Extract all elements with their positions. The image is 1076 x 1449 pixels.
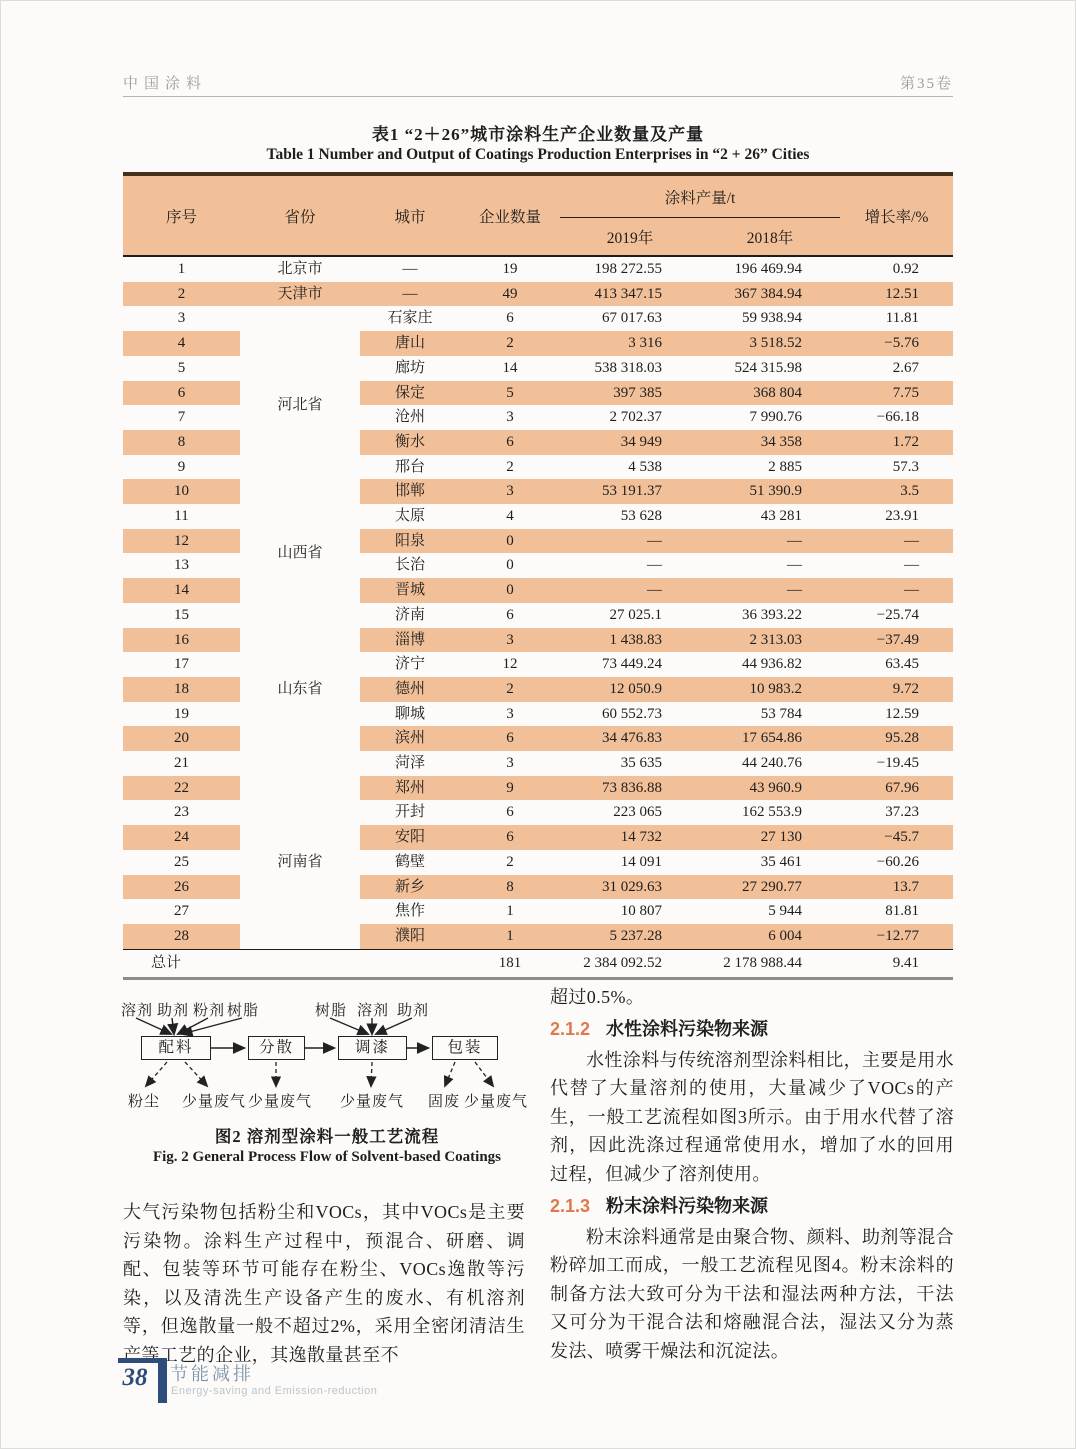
section-number: 2.1.2	[550, 1018, 591, 1039]
cell-enterprises: 14	[502, 359, 518, 376]
cell-output-2018: 35 461	[760, 853, 802, 870]
cell-output-2018: 51 390.9	[749, 483, 802, 500]
cell-index: 14	[174, 582, 189, 599]
cell-output-2019: 73 836.88	[602, 779, 662, 796]
figure2-caption-zh: 图2 溶剂型涂料一般工艺流程	[214, 1127, 440, 1146]
cell-city: —	[402, 285, 418, 302]
cell-growth: 57.3	[892, 458, 919, 475]
table-row	[123, 504, 953, 529]
cell-growth: 37.23	[885, 804, 919, 821]
output-label: 少量废气	[464, 1094, 529, 1110]
process-box-peiliao: 配料	[141, 1036, 211, 1060]
section-number: 2.1.3	[550, 1195, 591, 1216]
output-label: 少量废气	[248, 1094, 313, 1110]
cell-output-2018: 59 938.94	[742, 310, 802, 327]
running-head	[123, 70, 953, 97]
cell-output-2018: 53 784	[760, 705, 802, 722]
cell-city: 安阳	[394, 829, 425, 846]
cell-output-2018: 524 315.98	[734, 359, 802, 376]
cell-output-2019: 397 385	[613, 384, 662, 401]
output-label: 少量废气	[340, 1094, 405, 1110]
cell-city: 保定	[394, 384, 425, 401]
cell-enterprises: 9	[506, 779, 514, 796]
input-label: 溶剂	[121, 1003, 154, 1019]
cell-index: 21	[174, 755, 189, 772]
cell-city: 新乡	[394, 878, 425, 895]
cell-index: 3	[177, 310, 186, 327]
cell-enterprises: 2	[506, 458, 514, 475]
cell-enterprises: 3	[506, 755, 514, 772]
table-row	[123, 256, 953, 282]
cell-enterprises: 0	[506, 557, 514, 574]
cell-index: 19	[174, 705, 189, 722]
cell-growth: −45.7	[884, 829, 919, 846]
cell-growth: −66.18	[876, 409, 919, 426]
cell-output-2018: 44 936.82	[742, 656, 802, 673]
cell-output-2019: 34 949	[620, 433, 662, 450]
cell-output-2019: 413 347.15	[594, 285, 662, 302]
cell-index: 27	[174, 903, 189, 920]
left-column-paragraph: 大气污染物包括粉尘和VOCs，其中VOCs是主要污染物。涂料生产过程中，预混合、研磨、调配、包装等环节可能存在粉尘、VOCs逸散等污染，以及清洗生产设备产生的废水、有机溶剂等，但逸散量一般不超过2%，采用全密闭清洁生产等工艺的企业，其逸散量甚至不	[123, 1202, 525, 1365]
cell-city: 鹤壁	[394, 853, 425, 870]
cell-enterprises: 1	[506, 903, 514, 920]
col-header-province: 省份	[240, 174, 360, 256]
cell-output-2018: 5 944	[768, 903, 802, 920]
cell-city: 聊城	[394, 705, 425, 722]
cell-city: —	[402, 261, 418, 277]
cell-output-2019: 53 628	[620, 508, 662, 525]
cell-growth: —	[904, 582, 919, 599]
cell-city: 淄博	[394, 631, 425, 648]
cell-city: 济宁	[394, 656, 425, 673]
section-title: 水性涂料污染物来源	[606, 1018, 769, 1039]
cell-enterprises: 8	[506, 878, 514, 895]
cell-growth: −12.77	[876, 927, 919, 944]
coatings-table	[123, 172, 953, 980]
page-number: 38	[122, 1364, 148, 1391]
cell-output-2018: —	[787, 557, 802, 574]
input-label: 助剂	[397, 1003, 430, 1019]
cell-index: 16	[174, 631, 189, 648]
input-label: 树脂	[315, 1003, 348, 1019]
cell-growth: 63.45	[885, 656, 919, 673]
cell-enterprises: 3	[506, 631, 514, 648]
cell-growth: 9.72	[892, 680, 919, 697]
cell-growth: −25.74	[876, 606, 919, 623]
cell-growth: −60.26	[876, 853, 919, 870]
col-header-index: 序号	[123, 174, 240, 256]
input-label: 粉剂	[193, 1003, 226, 1019]
cell-enterprises: 6	[506, 730, 514, 747]
cell-index: 9	[177, 458, 186, 475]
cell-output-2019: 1 438.83	[609, 631, 662, 648]
cell-city: 焦作	[394, 903, 425, 920]
cell-city: 濮阳	[394, 927, 425, 944]
cell-index: 10	[174, 483, 189, 500]
cell-province: 山西省	[240, 504, 360, 603]
cell-city: 邯郸	[394, 483, 425, 500]
cell-growth: 23.91	[885, 508, 919, 525]
col-header-growth: 增长率/%	[840, 174, 953, 256]
cell-enterprises: 49	[502, 285, 518, 302]
cell-enterprises: 19	[502, 261, 518, 277]
cell-index: 11	[174, 508, 189, 525]
process-box-tiaoqi: 调漆	[338, 1036, 407, 1060]
cell-output-2019: 31 029.63	[602, 878, 662, 895]
cell-output-2019: 538 318.03	[594, 359, 662, 376]
cell-output-2019: 14 091	[620, 853, 662, 870]
cell-output-2018: 6 004	[768, 927, 802, 944]
col-header-city: 城市	[360, 174, 460, 256]
col-header-2018: 2018年	[700, 218, 840, 257]
cell-city: 晋城	[394, 582, 425, 599]
cell-output-2019: 198 272.55	[594, 261, 662, 277]
cell-index: 4	[177, 335, 186, 352]
cell-output-2018: 2 313.03	[749, 631, 802, 648]
cell-city: 廊坊	[394, 359, 425, 376]
cell-enterprises: 6	[506, 310, 514, 327]
cell-output-2019: 4 538	[628, 458, 662, 475]
cell-growth: 67.96	[885, 779, 919, 796]
cell-output-2018: 7 990.76	[749, 409, 802, 426]
cell-index: 5	[177, 359, 186, 376]
cell-city: 沧州	[394, 409, 425, 426]
total-2018: 2 178 988.44	[700, 949, 840, 978]
cell-province: 河北省	[240, 306, 360, 504]
input-label: 溶剂	[357, 1003, 390, 1019]
cell-output-2019: —	[647, 532, 662, 549]
cell-output-2018: —	[787, 582, 802, 599]
cell-growth: 12.59	[885, 705, 919, 722]
cell-enterprises: 2	[506, 680, 514, 697]
cell-output-2018: —	[787, 532, 802, 549]
cell-growth: —	[904, 557, 919, 574]
cell-output-2019: 5 237.28	[609, 927, 662, 944]
cell-index: 22	[174, 779, 189, 796]
cell-output-2018: 368 804	[753, 384, 802, 401]
cell-enterprises: 2	[506, 335, 514, 352]
footer-section-en: Energy-saving and Emission-reduction	[171, 1385, 378, 1397]
cell-index: 15	[174, 606, 189, 623]
output-label: 固废	[428, 1094, 461, 1110]
cell-enterprises: 0	[506, 582, 514, 599]
cell-output-2019: 67 017.63	[602, 310, 662, 327]
table-row	[123, 603, 953, 628]
cell-province: 北京市	[277, 261, 323, 277]
input-label: 树脂	[227, 1003, 260, 1019]
cell-output-2018: 367 384.94	[734, 285, 802, 302]
cell-output-2018: 27 290.77	[742, 878, 802, 895]
cell-growth: −5.76	[884, 335, 919, 352]
cell-growth: 95.28	[885, 730, 919, 747]
footer-section-zh: 节能减排	[170, 1364, 254, 1384]
cell-index: 26	[174, 878, 189, 895]
col-header-output-group: 涂料产量/t	[560, 174, 840, 218]
cell-output-2018: 17 654.86	[742, 730, 802, 747]
cell-output-2018: 43 960.9	[749, 779, 802, 796]
cell-growth: 3.5	[900, 483, 919, 500]
cell-output-2019: —	[647, 582, 662, 599]
table-body	[123, 256, 953, 949]
cell-city: 长治	[394, 557, 425, 574]
cell-enterprises: 3	[506, 705, 514, 722]
cell-output-2019: 14 732	[620, 829, 662, 846]
cell-output-2018: 27 130	[760, 829, 802, 846]
cell-enterprises: 5	[506, 384, 514, 401]
cell-output-2019: 3 316	[628, 335, 662, 352]
total-2019: 2 384 092.52	[560, 949, 700, 978]
cell-output-2019: 73 449.24	[602, 656, 662, 673]
total-row	[123, 949, 953, 978]
cell-enterprises: 6	[506, 804, 514, 821]
cell-output-2019: 2 702.37	[609, 409, 662, 426]
cell-enterprises: 3	[506, 483, 514, 500]
cell-output-2018: 196 469.94	[734, 261, 802, 277]
cell-output-2018: 36 393.22	[742, 606, 802, 623]
output-label: 粉尘	[128, 1094, 161, 1110]
cell-index: 23	[174, 804, 189, 821]
cell-growth: 1.72	[892, 433, 919, 450]
cell-city: 唐山	[394, 335, 425, 352]
cell-index: 24	[174, 829, 189, 846]
cell-output-2019: 12 050.9	[609, 680, 662, 697]
cell-index: 28	[174, 927, 189, 944]
cell-city: 太原	[394, 508, 425, 525]
section-2-1-3-heading	[550, 1191, 954, 1221]
total-label: 总计	[123, 949, 460, 978]
cell-growth: 7.75	[892, 384, 919, 401]
table-title-zh: 表1 “2＋26”城市涂料生产企业数量及产量	[371, 125, 705, 144]
total-count: 181	[460, 949, 560, 978]
right-column	[550, 983, 954, 1366]
cell-province: 河南省	[240, 776, 360, 949]
cell-growth: 81.81	[885, 903, 919, 920]
cell-enterprises: 6	[506, 433, 514, 450]
cell-output-2019: 35 635	[620, 755, 662, 772]
table-row	[123, 306, 953, 331]
cell-city: 开封	[394, 804, 425, 821]
total-growth: 9.41	[840, 949, 953, 978]
cell-city: 郑州	[394, 779, 425, 796]
cell-output-2018: 2 885	[768, 458, 802, 475]
journal-name: 中国涂料	[123, 76, 208, 92]
cell-output-2019: 27 025.1	[609, 606, 662, 623]
figure2-caption-en: Fig. 2 General Process Flow of Solvent-based Coatings	[152, 1149, 502, 1165]
cell-index: 8	[177, 433, 186, 450]
cell-index: 25	[174, 853, 189, 870]
cell-index: 12	[174, 532, 189, 549]
table-title-en: Table 1 Number and Output of Coatings Production Enterprises in “2 + 26” Cities	[266, 146, 810, 163]
cell-growth: −37.49	[876, 631, 919, 648]
cell-enterprises: 4	[506, 508, 514, 525]
cell-city: 石家庄	[387, 310, 433, 327]
cell-enterprises: 2	[506, 853, 514, 870]
cell-enterprises: 6	[506, 829, 514, 846]
cell-growth: 13.7	[892, 878, 919, 895]
cell-city: 邢台	[394, 458, 425, 475]
volume-label: 第35卷	[899, 76, 953, 92]
cell-growth: 2.67	[892, 359, 919, 376]
table-foot	[123, 949, 953, 978]
cell-index: 2	[177, 285, 186, 302]
table-head	[123, 174, 953, 256]
cell-index: 7	[177, 409, 186, 426]
cell-city: 德州	[394, 680, 425, 697]
cell-output-2018: 44 240.76	[742, 755, 802, 772]
section-2-1-2-heading	[550, 1014, 954, 1044]
cell-city: 济南	[394, 606, 425, 623]
cell-enterprises: 1	[506, 927, 514, 944]
cell-enterprises: 3	[506, 409, 514, 426]
cell-growth: 0.92	[892, 261, 919, 277]
process-box-fensan: 分散	[248, 1036, 305, 1060]
cell-index: 17	[174, 656, 189, 673]
section-2-1-2-paragraph: 水性涂料与传统溶剂型涂料相比，主要是用水代替了大量溶剂的使用，大量减少了VOCs的产生，一般工艺流程如图3所示。由于用水代替了溶剂，因此洗涤过程通常使用水，增加了水的回用过程，但减少了溶剂使用。	[550, 1049, 954, 1184]
cell-growth: −19.45	[876, 755, 919, 772]
cell-output-2018: 43 281	[760, 508, 802, 525]
cell-enterprises: 12	[502, 656, 518, 673]
table-row	[123, 282, 953, 307]
cell-growth: 12.51	[885, 285, 919, 302]
cell-output-2018: 162 553.9	[742, 804, 802, 821]
continuation-text: 超过0.5%。	[550, 987, 645, 1007]
cell-output-2019: 60 552.73	[602, 705, 662, 722]
cell-output-2019: 34 476.83	[602, 730, 662, 747]
cell-index: 18	[174, 680, 189, 697]
cell-output-2019: 10 807	[620, 903, 662, 920]
cell-province: 天津市	[277, 285, 323, 302]
cell-growth: 11.81	[885, 310, 919, 327]
cell-output-2018: 3 518.52	[749, 335, 802, 352]
section-title: 粉末涂料污染物来源	[606, 1195, 769, 1216]
cell-city: 滨州	[394, 730, 425, 747]
cell-enterprises: 0	[506, 532, 514, 549]
cell-province: 山东省	[240, 603, 360, 776]
cell-index: 6	[177, 384, 186, 401]
col-header-enterprises: 企业数量	[460, 174, 560, 256]
cell-city: 衡水	[394, 433, 425, 450]
input-label: 助剂	[157, 1003, 190, 1019]
cell-index: 13	[174, 557, 189, 574]
process-box-baozhuang: 包装	[432, 1036, 498, 1060]
table-row	[123, 776, 953, 801]
cell-output-2019: —	[647, 557, 662, 574]
cell-output-2018: 10 983.2	[749, 680, 802, 697]
cell-city: 菏泽	[394, 755, 425, 772]
cell-output-2019: 53 191.37	[602, 483, 662, 500]
cell-index: 20	[174, 730, 189, 747]
cell-enterprises: 6	[506, 606, 514, 623]
cell-growth: —	[904, 532, 919, 549]
cell-output-2018: 34 358	[760, 433, 802, 450]
cell-city: 阳泉	[394, 532, 425, 549]
output-label: 少量废气	[182, 1094, 247, 1110]
col-header-2019: 2019年	[560, 218, 700, 257]
cell-index: 1	[177, 261, 186, 277]
cell-output-2019: 223 065	[613, 804, 662, 821]
section-2-1-3-paragraph: 粉末涂料通常是由聚合物、颜料、助剂等混合粉碎加工而成，一般工艺流程见图4。粉末涂料的制备方法大致可分为干法和湿法两种方法，干法又可分为干混合法和熔融混合法，湿法又分为蒸发法、喷雾干燥法和沉淀法。	[550, 1226, 954, 1361]
